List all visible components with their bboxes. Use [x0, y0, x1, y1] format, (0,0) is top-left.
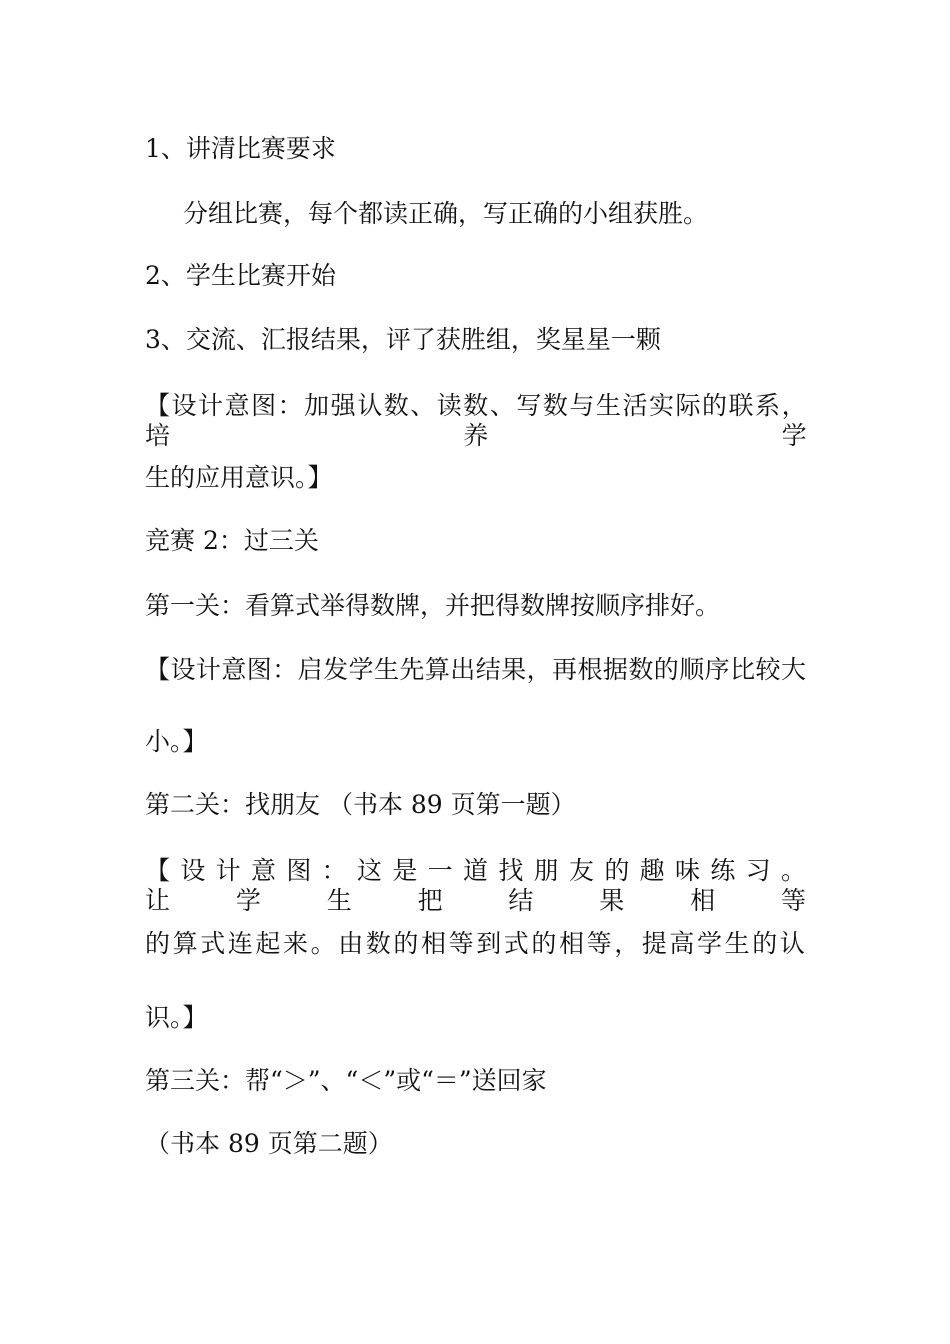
design-intent-2-line-2: 小。】: [145, 727, 208, 756]
design-intent-1-line-1: 【设计意图：加强认数、读数、写数与生活实际的联系，培养学: [145, 391, 806, 450]
step-3-heading: 3、交流、汇报结果，评了获胜组，奖星星一颗: [145, 325, 661, 354]
level-1-heading: 第一关：看算式举得数牌，并把得数牌按顺序排好。: [145, 591, 721, 620]
design-intent-3-line-3: 识。】: [145, 1003, 208, 1032]
design-intent-1-line-2: 生的应用意识。】: [145, 463, 333, 492]
step-1-detail: 分组比赛，每个都读正确，写正确的小组获胜。: [183, 199, 709, 228]
level-3-heading: 第三关：帮“＞”、“＜”或“＝”送回家: [145, 1066, 547, 1095]
design-intent-3-line-1: 【设计意图：这是一道找朋友的趣味练习。让学生把结果相等: [145, 856, 806, 915]
step-1-heading: 1、讲清比赛要求: [145, 134, 336, 163]
design-intent-2-line-1: 【设计意图：启发学生先算出结果，再根据数的顺序比较大: [145, 655, 806, 684]
contest-2-heading: 竞赛 2：过三关: [145, 526, 319, 555]
design-intent-3-line-2: 的算式连起来。由数的相等到式的相等，提高学生的认: [145, 929, 806, 958]
level-2-heading: 第二关：找朋友 （书本 89 页第一题）: [145, 790, 576, 819]
level-3-reference: （书本 89 页第二题）: [145, 1129, 393, 1158]
step-2-heading: 2、学生比赛开始: [145, 261, 336, 290]
